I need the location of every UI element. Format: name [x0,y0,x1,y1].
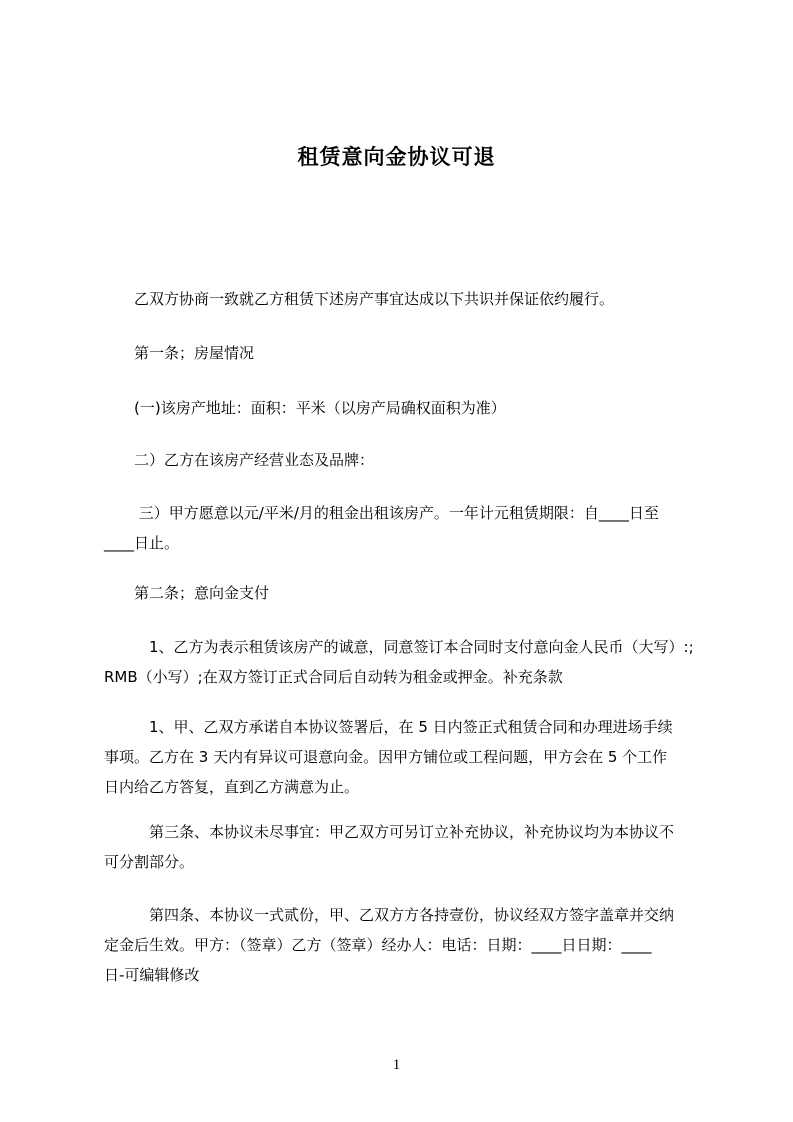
text-line: ____日止。 [104,534,180,552]
paragraph-article-2-heading [104,578,704,608]
paragraph-article-1-heading [104,338,704,368]
document-title: 租赁意向金协议可退 [297,145,496,169]
text-line: (一)该房产地址：面积：平米（以房产局确权面积为准） [104,399,506,417]
paragraph-business-type [104,445,704,475]
text-line: 日内给乙方答复，直到乙方满意为止。 [104,778,360,796]
paragraph-deposit-payment [104,632,704,692]
text-line: 第一条；房屋情况 [104,344,255,362]
text-line: 二）乙方在该房产经营业态及品牌： [104,451,375,469]
text-line: 定金后生效。甲方：（签章）乙方（签章）经办人：电话：日期：____日日期：____ [104,936,652,954]
page-number: 1 [392,1057,401,1073]
text-line: 1、乙方为表示租赁该房产的诚意，同意签订本合同时支付意向金人民币（大写）:; [104,638,694,656]
text-line: RMB（小写）;在双方签订正式合同后自动转为租金或押金。补充条款 [104,668,563,686]
paragraph-intro [104,284,704,314]
text-line: 可分割部分。 [104,853,195,871]
text-line: 第二条；意向金支付 [104,584,270,602]
paragraph-rent-terms [104,498,704,558]
text-line: 乙双方协商一致就乙方租赁下述房产事宜达成以下共识并保证依约履行。 [104,290,615,308]
paragraph-article-3 [104,817,704,877]
text-line: 日-可编辑修改 [104,966,200,984]
text-line: 事项。乙方在 3 天内有异议可退意向金。因甲方铺位或工程问题，甲方会在 5 个工作 [104,748,668,766]
text-line: 1、甲、乙双方承诺自本协议签署后，在 5 日内签正式租赁合同和办理进场手续 [104,718,673,736]
paragraph-article-4 [104,900,704,990]
text-line: 第四条、本协议一式贰份，甲、乙双方方各持壹份，协议经双方签字盖章并交纳 [104,906,675,924]
text-line: 第三条、本协议未尽事宜：甲乙双方可另订立补充协议，补充协议均为本协议不 [104,823,675,841]
text-line: 三）甲方愿意以元/平米/月的租金出租该房产。一年计元租赁期限：自____日至 [104,504,659,522]
paragraph-address [104,393,704,423]
paragraph-supplementary-terms [104,712,704,802]
